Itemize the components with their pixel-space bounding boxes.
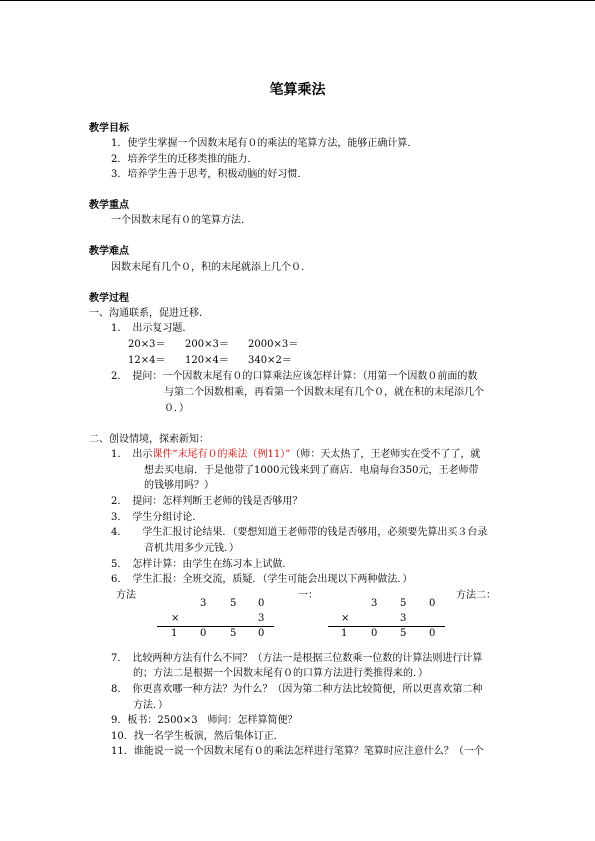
review-expr: 2000×3＝ [248,339,299,350]
difficulty-text: 因数末尾有几个０，积的末尾就添上几个０． [111,262,311,273]
list-item-continued: 的钱够用吗？） [144,480,214,491]
list-item [111,448,480,461]
calc-underline [157,626,274,627]
list-item: 2． 提问：一个因数末尾有０的口算乘法应该怎样计算：（用第一个因数０前面的数 [111,371,478,382]
list-item: 5． 怎样计算：由学生在练习本上试做． [111,559,293,570]
calc-digit: 3 [400,613,407,624]
section-one-title: 一、沟通联系，促进迁移． [89,308,209,319]
list-item-continued: 音机共用多少元钱．） [144,543,239,554]
list-item: 9．板书：2500×3 师问：怎样算简便？ [111,715,298,726]
goal-item: 2．培养学生的迁移类推的能力． [111,154,258,165]
calc-digit: 3 [371,598,378,609]
difficulty-heading: 教学难点 [89,246,129,257]
calc-digit: 5 [400,598,407,609]
item-number-text: 1． 出示 [111,449,153,460]
calc-digit: 0 [371,628,378,639]
calc-digit: 0 [200,628,207,639]
list-item: 10．找一名学生板演，然后集体订正． [111,731,284,742]
method-two-label: 方法二： [456,590,496,601]
calc-digit: 0 [429,628,436,639]
calc-digit: 3 [258,613,265,624]
calc-digit: 5 [230,628,237,639]
review-expr: 120×4＝ [185,355,229,366]
goal-item: 3．培养学生善于思考，积极动脑的好习惯． [111,169,308,180]
calc-digit: 0 [429,598,436,609]
calc-digit: 5 [230,598,237,609]
page-title: 笔算乘法 [269,82,326,98]
list-item: 1． 出示复习题． [111,323,193,334]
calc-digit: 3 [200,598,207,609]
list-item-continued: ０．） [164,403,189,414]
key-heading: 教学重点 [89,200,129,211]
list-item: 4． 学生汇报讨论结果．（要想知道王老师带的钱是否够用，必须要先算出买３台录 [111,527,488,538]
method-one-label-b: 一： [298,590,318,601]
review-expr: 200×3＝ [185,339,229,350]
list-item: 11．谁能说一说一个因数末尾有０的乘法怎样进行笔算？笔算时应注意什么？（一个 [111,746,484,757]
calc-underline [328,626,445,627]
item-text: （师：天太热了，王老师实在受不了了，就 [290,449,481,460]
list-item: 3． 学生分组讨论． [111,512,203,523]
process-heading: 教学过程 [89,293,129,304]
review-expr: 340×2＝ [248,355,292,366]
courseware-link[interactable]: 课件“末尾有０的乘法（例11）” [152,449,291,460]
list-item: 7． 比较两种方法有什么不同？（方法一是根据三位数乘一位数的计算法则进行计算 [111,653,483,664]
list-item-continued: 方法．） [133,700,168,711]
goals-heading: 教学目标 [89,123,129,134]
calc-digit: 0 [258,598,265,609]
calc-digit: 5 [400,628,407,639]
list-item: 6． 学生汇报：全班交流，质疑．（学生可能会出现以下两种做法．） [111,574,413,585]
review-expr: 12×4＝ [128,355,166,366]
list-item: 8． 你更喜欢哪一种方法？为什么？（因为第二种方法比较简便，所以更喜欢第二种 [111,684,483,695]
review-expr: 20×3＝ [128,339,166,350]
section-two-title: 二、创设情境，探索新知： [89,434,209,445]
multiply-sign: × [171,613,180,624]
calc-digit: 1 [171,628,178,639]
list-item-continued: 的；方法二是根据一个因数末尾有０的口算方法进行类推得来的．） [133,668,428,679]
method-one-label-a: 方法 [116,590,136,601]
multiply-sign: × [341,613,350,624]
list-item-continued: 想去买电扇．于是他带了1000元钱来到了商店．电扇每台350元，王老师带 [144,465,479,476]
list-item: 2． 提问：怎样判断王老师的钱是否够用？ [111,496,303,507]
list-item-continued: 与第二个因数相乘，再看第一个因数末尾有几个０，就在积的末尾添几个 [164,387,484,398]
key-text: 一个因数末尾有０的笔算方法． [111,215,251,226]
calc-digit: 1 [341,628,348,639]
top-border-line [0,0,595,1]
goal-item: 1．使学生掌握一个因数末尾有０的乘法的笔算方法，能够正确计算． [111,138,418,149]
calc-digit: 0 [258,628,265,639]
